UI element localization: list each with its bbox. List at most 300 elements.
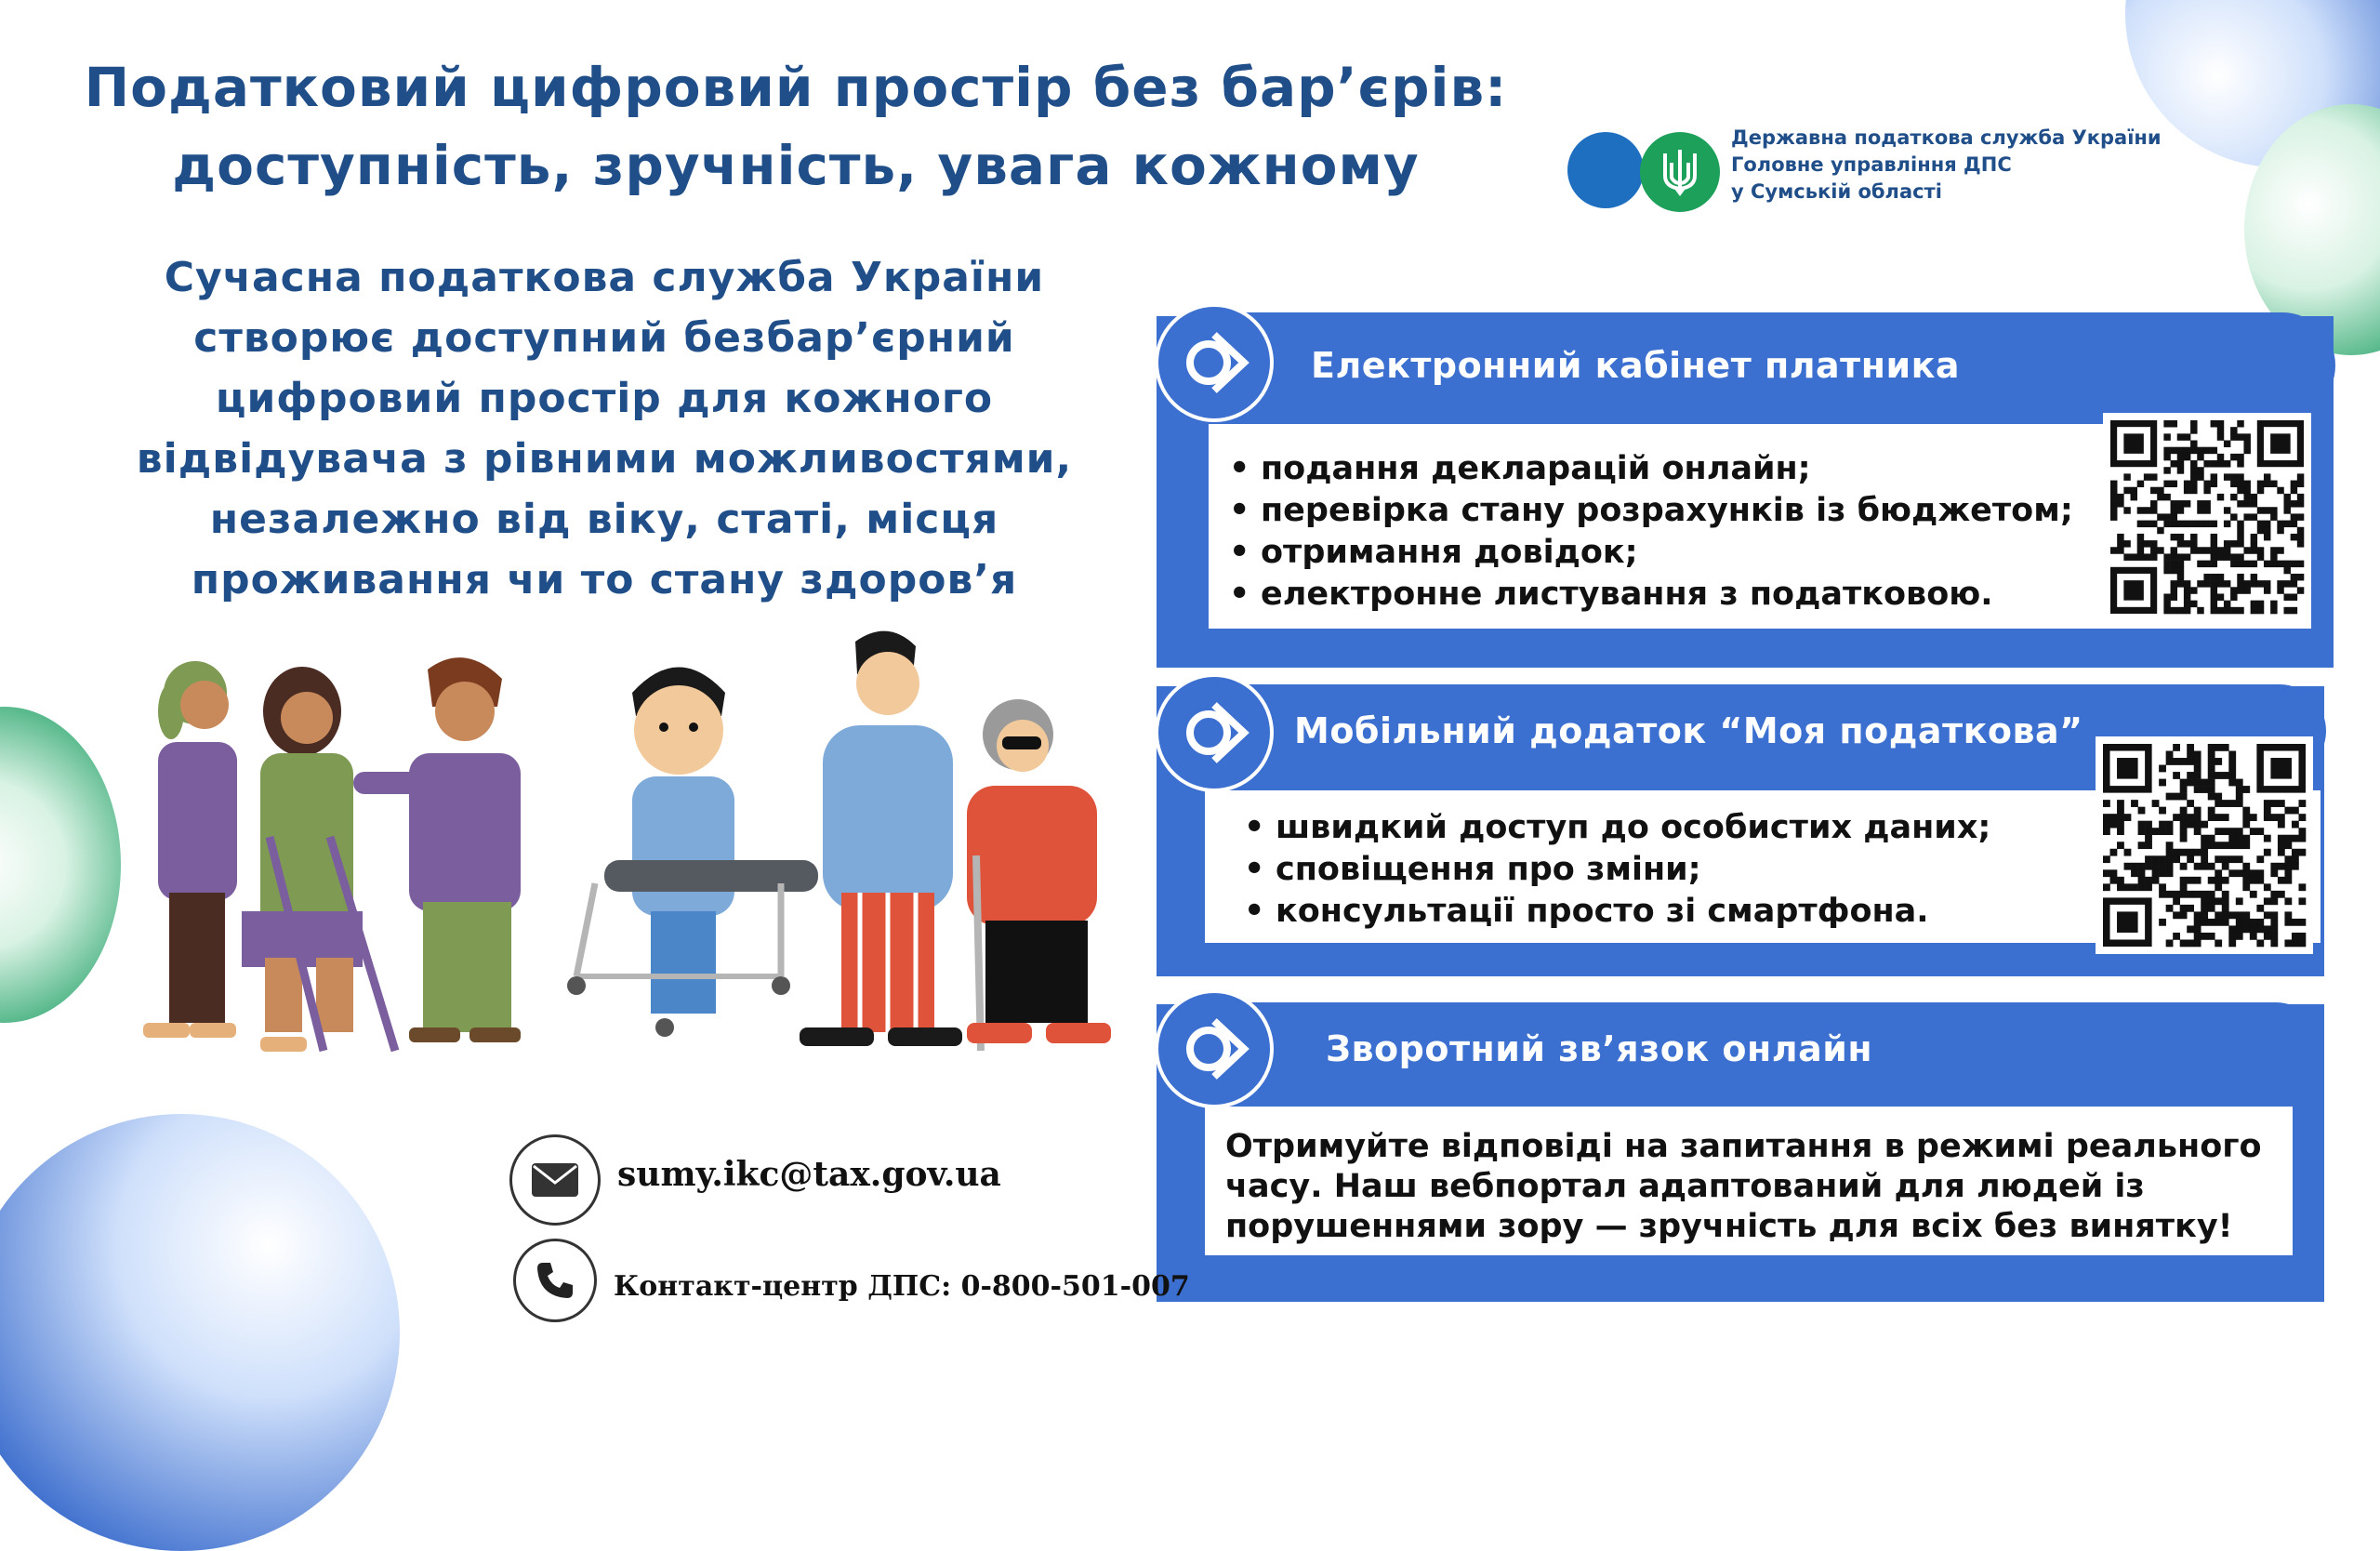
qr-module [2171,561,2177,567]
qr-module [2103,814,2110,821]
qr-module [2298,835,2306,842]
qr-module [2203,574,2210,580]
phone-icon-wrap[interactable] [513,1239,597,1322]
qr-module [2270,607,2277,614]
qr-module [2264,587,2270,593]
qr-module [2297,534,2304,540]
qr-module [2215,842,2222,849]
qr-module [2284,855,2292,863]
qr-module [2224,507,2230,513]
qr-module [2228,835,2236,842]
qr-module [2138,807,2146,815]
contact-phone[interactable]: Контакт-центр ДПС: 0-800-501-007 [614,1270,1190,1303]
person-guide-illustration [800,631,962,1046]
qr-module [2270,547,2277,553]
qr-module [2217,574,2224,580]
qr-module [2197,507,2203,513]
qr-module [2194,821,2202,829]
qr-module [2236,919,2243,926]
qr-module [2237,521,2243,527]
qr-module [2173,855,2180,863]
qr-module [2283,567,2290,574]
qr-module [2145,883,2152,891]
qr-module [2197,447,2203,454]
qr-module [2144,473,2150,480]
qr-module [2180,877,2188,884]
qr-module [2166,828,2174,835]
qr-module [2284,919,2292,926]
qr-module [2264,521,2270,527]
qr-module [2277,487,2283,494]
qr-module [2264,473,2270,480]
qr-module [2251,513,2257,520]
qr-module [2177,580,2184,587]
qr-module [2230,454,2237,460]
qr-module [2163,454,2170,460]
qr-module [2284,863,2292,870]
qr-module [2222,877,2229,884]
qr-module [2230,607,2237,614]
list-item: • отримання довідок; [1229,532,2103,574]
qr-module [2256,939,2264,947]
qr-module [2250,828,2257,835]
qr-module [2297,527,2304,534]
qr-module [2177,553,2184,560]
logo-green-circle [1640,132,1720,212]
qr-module [2278,877,2285,884]
qr-module [2184,433,2190,440]
intro-line: Сучасна податкова служба України [164,254,1045,301]
org-line-1: Державна податкова служба України [1731,126,2162,149]
qr-module [2217,420,2224,427]
qr-module [2194,772,2202,779]
qr-module [2163,447,2170,454]
qr-module [2194,765,2202,773]
list-item: • консультації просто зі смартфона. [1244,891,2081,933]
qr-module [2250,869,2257,877]
qr-module [2230,473,2237,480]
qr-module [2171,447,2177,454]
qr-module [2228,772,2236,779]
qr-module [2144,540,2150,547]
qr-module [2117,807,2124,815]
qr-module [2197,561,2203,567]
qr-module [2152,828,2160,835]
qr-module [2215,877,2222,884]
qr-module [2208,863,2215,870]
qr-module [2203,447,2210,454]
qr-module [2250,933,2257,940]
qr-module [2110,821,2118,829]
qr-module [2208,772,2215,779]
qr-module [2208,877,2215,884]
qr-module [2237,561,2243,567]
qr-module [2222,744,2229,751]
qr-module [2138,883,2146,891]
qr-module [2292,939,2299,947]
qr-module [2187,821,2194,829]
qr-module [2159,855,2166,863]
qr-module [2138,842,2146,849]
person-elderly-illustration [967,699,1111,1051]
qr-module [2217,547,2224,553]
qr-code-app[interactable] [2096,736,2313,954]
qr-module [2251,561,2257,567]
qr-module [2194,877,2202,884]
intro-line: відвідувача з рівними можливостями, [136,435,1073,483]
qr-module [2131,494,2137,500]
qr-module [2297,540,2304,547]
qr-module [2297,513,2304,520]
contact-email[interactable]: sumy.ikc@tax.gov.ua [617,1155,1001,1194]
qr-module [2157,513,2163,520]
qr-module [2184,580,2190,587]
qr-module [2222,863,2229,870]
qr-module [2201,863,2208,870]
qr-module [2264,897,2271,905]
qr-module [2257,521,2264,527]
qr-module [2131,800,2138,807]
qr-module [2237,607,2243,614]
qr-module [2197,454,2203,460]
qr-module [2152,877,2160,884]
qr-module [2145,863,2152,870]
qr-module [2197,607,2203,614]
qr-module [2242,877,2250,884]
qr-module [2171,553,2177,560]
qr-module [2166,905,2174,912]
qr-module [2230,513,2237,520]
qr-module [2217,460,2224,467]
qr-module [2166,869,2174,877]
qr-module [2166,863,2174,870]
qr-module [2291,593,2297,600]
qr-module [2297,574,2304,580]
qr-module [2242,807,2250,815]
qr-module [2283,580,2290,587]
qr-module [2242,821,2250,829]
qr-module [2277,587,2283,593]
qr-module [2217,553,2224,560]
qr-module [2292,933,2299,940]
feedback-line: Отримуйте відповіді на запитання в режимі реального [1225,1128,2262,1165]
qr-module [2242,869,2250,877]
qr-module [2236,828,2243,835]
qr-module [2171,607,2177,614]
qr-module [2208,807,2215,815]
qr-code-cabinet[interactable] [2103,413,2311,621]
qr-module [2284,835,2292,842]
qr-module [2103,883,2110,891]
people-illustration [130,614,1153,1069]
qr-module [2123,473,2130,480]
decor-bubble-bottom-left [0,1114,400,1551]
qr-module [2201,786,2208,793]
qr-module [2173,897,2180,905]
qr-module [2208,793,2215,801]
qr-module [2163,607,2170,614]
qr-module [2291,481,2297,487]
qr-module [2278,842,2285,849]
qr-module [2145,821,2152,829]
qr-module [2211,553,2217,560]
qr-module [2190,447,2197,454]
card-app-title: Мобільний додаток “Моя податкова” [1294,710,2083,751]
qr-module [2180,939,2188,947]
qr-module [2278,821,2285,829]
qr-module [2251,580,2257,587]
qr-module [2203,580,2210,587]
qr-module [2190,540,2197,547]
qr-module [2163,593,2170,600]
qr-module [2180,779,2188,787]
qr-module [2298,800,2306,807]
trident-icon [1659,146,1700,198]
qr-module [2270,561,2277,567]
qr-module [2184,500,2190,507]
qr-module [2117,500,2123,507]
card-feedback-badge [1155,989,1274,1108]
qr-finder [2270,758,2292,779]
qr-module [2264,933,2271,940]
qr-finder [2123,580,2144,601]
qr-module [2284,877,2292,884]
qr-module [2177,567,2184,574]
qr-module [2117,800,2124,807]
qr-module [2256,925,2264,933]
qr-module [2159,869,2166,877]
qr-module [2256,869,2264,877]
qr-module [2184,593,2190,600]
qr-module [2257,553,2264,560]
qr-module [2237,454,2243,460]
qr-module [2211,540,2217,547]
qr-module [2145,835,2152,842]
qr-module [2194,911,2202,919]
qr-module [2166,821,2174,829]
qr-module [2230,561,2237,567]
qr-module [2190,601,2197,607]
qr-module [2291,500,2297,507]
qr-module [2256,828,2264,835]
qr-module [2187,855,2194,863]
qr-module [2184,487,2190,494]
qr-module [2217,607,2224,614]
person-girl-illustration [143,661,237,1038]
qr-module [2228,933,2236,940]
qr-module [2173,891,2180,898]
qr-module [2171,567,2177,574]
qr-module [2215,793,2222,801]
qr-module [2257,580,2264,587]
qr-module [2278,891,2285,898]
qr-module [2171,521,2177,527]
qr-module [2292,835,2299,842]
list-item: • сповіщення про зміни; [1244,849,2081,891]
qr-module [2228,758,2236,765]
qr-module [2243,481,2250,487]
qr-module [2203,561,2210,567]
qr-module [2277,561,2283,567]
qr-module [2177,607,2184,614]
qr-module [2224,521,2230,527]
qr-module [2190,460,2197,467]
qr-module [2177,534,2184,540]
qr-module [2110,877,2118,884]
qr-module [2215,869,2222,877]
list-item: • швидкий доступ до особистих даних; [1244,807,2081,849]
qr-module [2180,863,2188,870]
qr-module [2173,772,2180,779]
qr-module [2159,807,2166,815]
qr-module [2184,553,2190,560]
qr-module [2242,919,2250,926]
qr-module [2277,580,2283,587]
qr-module [2197,580,2203,587]
qr-module [2211,447,2217,454]
qr-module [2283,607,2290,614]
qr-module [2187,751,2194,759]
qr-module [2163,481,2170,487]
qr-module [2222,855,2229,863]
qr-module [2297,561,2304,567]
qr-module [2203,481,2210,487]
qr-module [2117,540,2123,547]
qr-module [2224,473,2230,480]
qr-module [2236,925,2243,933]
qr-module [2138,863,2146,870]
qr-module [2180,793,2188,801]
qr-module [2150,473,2157,480]
qr-module [2230,427,2237,433]
qr-module [2124,814,2132,821]
list-item: • електронне листування з податковою. [1229,574,2103,616]
qr-module [2297,494,2304,500]
qr-module [2236,835,2243,842]
qr-module [2270,897,2278,905]
qr-module [2264,580,2270,587]
qr-module [2270,513,2277,520]
qr-module [2297,481,2304,487]
qr-module [2251,494,2257,500]
qr-module [2145,828,2152,835]
qr-module [2291,561,2297,567]
qr-module [2131,869,2138,877]
qr-module [2217,427,2224,433]
qr-module [2224,553,2230,560]
qr-module [2171,580,2177,587]
qr-module [2242,925,2250,933]
qr-module [2217,494,2224,500]
qr-module [2194,939,2202,947]
qr-module [2197,547,2203,553]
qr-module [2173,758,2180,765]
qr-module [2257,481,2264,487]
qr-module [2277,521,2283,527]
qr-module [2203,487,2210,494]
qr-module [2264,814,2271,821]
qr-module [2184,540,2190,547]
qr-module [2137,507,2144,513]
qr-module [2166,758,2174,765]
qr-module [2190,487,2197,494]
qr-module [2243,587,2250,593]
qr-module [2215,814,2222,821]
qr-module [2163,601,2170,607]
qr-module [2171,534,2177,540]
qr-module [2270,553,2277,560]
qr-module [2297,587,2304,593]
qr-module [2264,534,2270,540]
qr-module [2242,786,2250,793]
qr-module [2190,587,2197,593]
qr-module [2236,911,2243,919]
qr-module [2251,534,2257,540]
qr-module [2215,828,2222,835]
qr-module [2257,607,2264,614]
qr-module [2242,835,2250,842]
qr-module [2187,814,2194,821]
qr-module [2236,786,2243,793]
qr-module [2137,521,2144,527]
qr-module [2203,507,2210,513]
play-circle-icon [1177,325,1251,400]
qr-module [2177,467,2184,473]
qr-module [2243,561,2250,567]
qr-module [2215,939,2222,947]
envelope-icon [531,1162,579,1198]
qr-module [2211,460,2217,467]
qr-module [2237,487,2243,494]
qr-module [2292,849,2299,856]
qr-module [2110,814,2118,821]
qr-module [2190,427,2197,433]
qr-module [2184,447,2190,454]
qr-module [2228,800,2236,807]
qr-module [2103,828,2110,835]
qr-module [2236,842,2243,849]
qr-module [2177,574,2184,580]
qr-module [2124,863,2132,870]
title-line-1: Податковий цифровий простір без бар’єрів: [84,56,1508,119]
qr-module [2264,481,2270,487]
qr-module [2187,744,2194,751]
qr-module [2224,547,2230,553]
qr-module [2257,487,2264,494]
intro-line: створює доступний безбар’єрний [193,314,1015,362]
person-walker-illustration [567,668,818,1038]
qr-module [2284,939,2292,947]
qr-module [2228,855,2236,863]
qr-module [2264,527,2270,534]
qr-module [2197,521,2203,527]
qr-module [2257,507,2264,513]
org-line-3: у Сумській області [1731,180,1942,203]
qr-module [2187,849,2194,856]
qr-module [2187,758,2194,765]
qr-module [2208,751,2215,759]
qr-module [2166,891,2174,898]
qr-module [2222,891,2229,898]
qr-module [2177,521,2184,527]
qr-module [2251,574,2257,580]
email-icon-wrap[interactable] [509,1134,601,1226]
qr-module [2298,883,2306,891]
qr-module [2215,772,2222,779]
qr-module [2117,547,2123,553]
qr-module [2292,821,2299,829]
qr-module [2230,481,2237,487]
